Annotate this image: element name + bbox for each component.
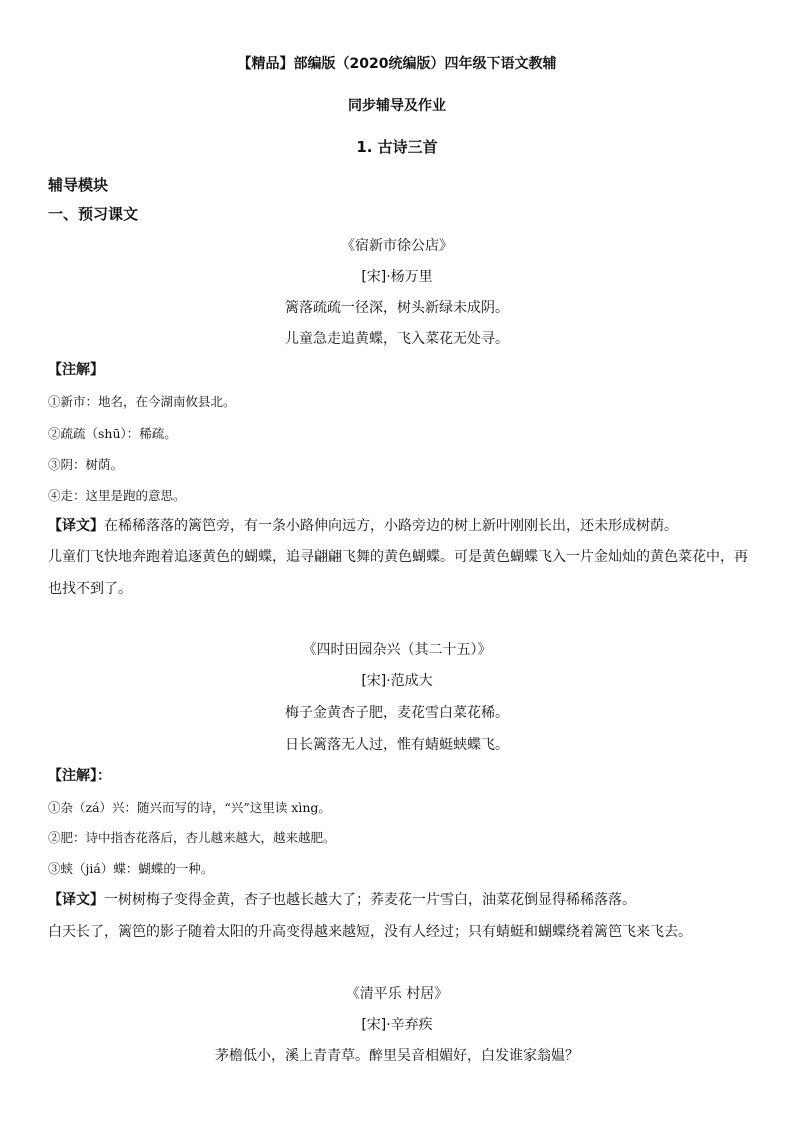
poem2-line: 日长篱落无人过，惟有蜻蜓蛱蝶飞。 [285,737,509,753]
poem1-translation [48,517,678,535]
poem2-note: ①杂（zá）兴：随兴而写的诗，“兴”这里读 xìng。 [48,800,331,815]
poem2-notes-heading: 【注解】： [48,768,111,784]
poem1-note: ②疏疏（shū）：稀疏。 [48,426,177,441]
poem1-translation-cont: 儿童们飞快地奔跑着追逐黄色的蝴蝶，追寻翩翩飞舞的黄色蝴蝶。可是黄色蝴蝶飞入一片金灿灿的黄色菜花中，再也找不到了。 [48,549,748,597]
lesson-title: 1. 古诗三首 [356,138,438,156]
translation-text: 一树树梅子变得金黄，杏子也越长越大了；荞麦花一片雪白，油菜花倒显得稀稀落落。 [104,892,636,908]
part-heading: 一、预习课文 [48,205,139,223]
poem1-notes-heading: 【注解】 [48,362,104,378]
poem2-line: 梅子金黄杏子肥，麦花雪白菜花稀。 [285,705,509,721]
poem2-note: ②肥：诗中指杏花落后，杏儿越来越大，越来越肥。 [48,830,336,845]
poem1-title: 《宿新市徐公店》 [341,238,453,254]
poem2-note: ③蛱（jiá）蝶：蝴蝶的一种。 [48,861,214,876]
doc-subtitle: 同步辅导及作业 [348,98,446,114]
poem2-translation-cont: 白天长了，篱笆的影子随着太阳的升高变得越来越短，没有人经过；只有蜻蜓和蝴蝶绕着篱笆飞来飞去。 [48,924,692,940]
poem1-line: 篱落疏疏一径深，树头新绿未成阴。 [285,300,509,316]
translation-label: 【译文】 [48,892,104,908]
poem1-line: 儿童急走追黄蝶，飞入菜花无处寻。 [285,331,509,347]
poem3-author: [宋]·辛弃疾 [361,1017,433,1033]
doc-title: 【精品】部编版（2020统编版）四年级下语文教辅 [237,56,557,72]
poem1-note: ③阴：树荫。 [48,457,124,472]
poem2-author: [宋]·范成大 [361,673,433,689]
translation-label: 【译文】 [48,518,104,534]
poem3-title: 《清平乐 村居》 [345,986,449,1002]
module-heading: 辅导模块 [48,176,109,194]
translation-text: 在稀稀落落的篱笆旁，有一条小路伸向远方，小路旁边的树上新叶刚刚长出，还未形成树荫。 [104,518,678,534]
poem1-author: [宋]·杨万里 [361,269,433,285]
poem2-title: 《四时田园杂兴（其二十五）》 [302,642,492,658]
poem1-note: ①新市：地名，在今湖南攸县北。 [48,394,236,409]
poem1-note: ④走：这里是跑的意思。 [48,488,186,503]
poem2-translation [48,891,636,909]
poem3-line: 茅檐低小，溪上青青草。醉里吴音相媚好，白发谁家翁媪？ [215,1048,579,1064]
